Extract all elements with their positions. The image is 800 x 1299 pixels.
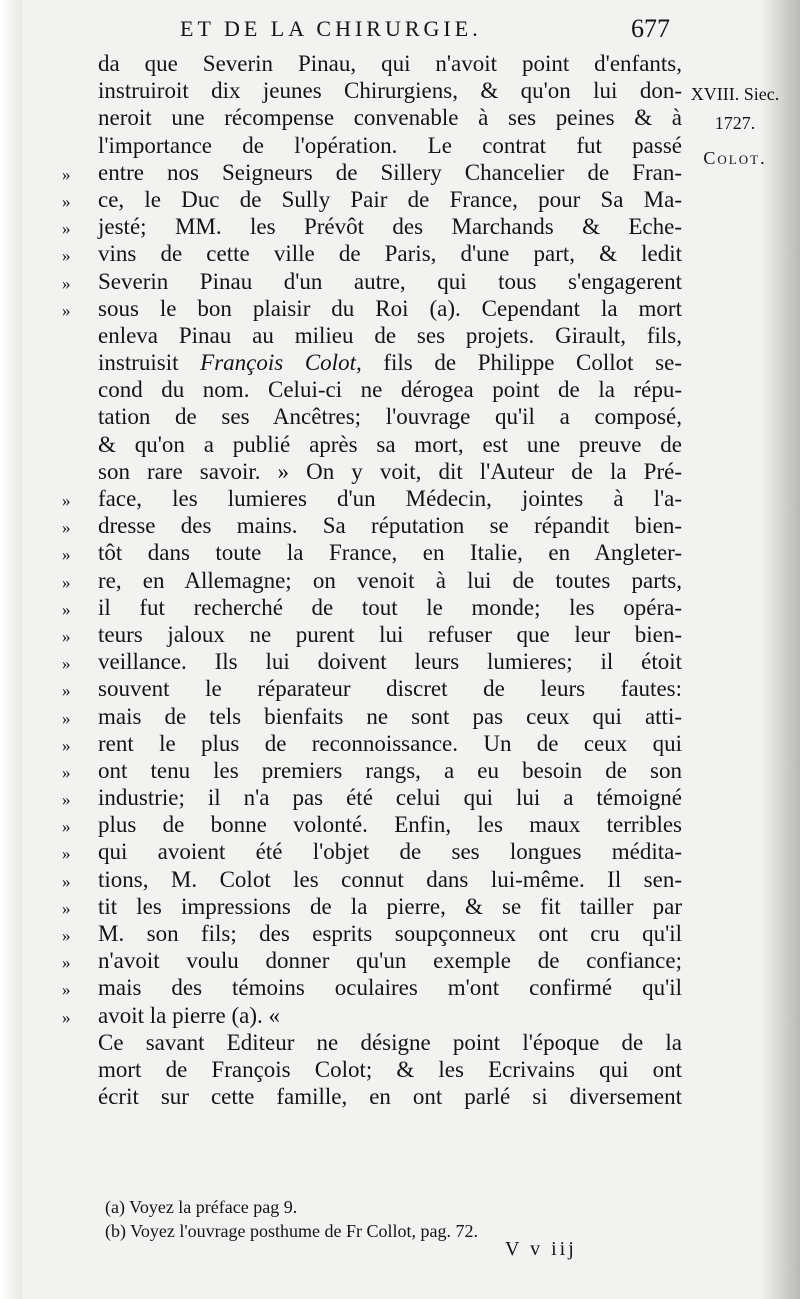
signature-mark: V v iij <box>505 1238 577 1260</box>
margin-note-year: 1727. <box>714 113 756 133</box>
quote-mark: » <box>62 1007 71 1027</box>
text-line <box>62 1083 682 1110</box>
line-text: n'avoit voulu donner qu'un exemple de confiance; <box>98 948 682 974</box>
text-line <box>62 1029 682 1056</box>
quote-mark: » <box>62 273 71 293</box>
footnote-a: (a) Voyez la préface pag 9. <box>105 1197 298 1217</box>
line-text: industrie; il n'a pas été celui qui lui a témoigné <box>98 785 682 811</box>
quote-mark: » <box>62 871 71 891</box>
text-line <box>62 947 682 974</box>
text-line <box>62 784 682 811</box>
line-text: veillance. Ils lui doivent leurs lumieres; il étoit <box>98 649 682 675</box>
quote-mark: » <box>62 219 71 239</box>
text-line <box>62 648 682 675</box>
line-text: M. son fils; des esprits soupçonneux ont cru qu'il <box>98 921 682 946</box>
line-text: ce, le Duc de Sully Pair de France, pour Sa Ma- <box>98 186 682 212</box>
line-text: son rare savoir. » On y voit, dit l'Auteur de la Pré- <box>98 458 682 484</box>
text-line <box>62 539 682 566</box>
line-text: tôt dans toute la France, en Italie, en Angleter- <box>98 540 682 566</box>
line-text: Ce savant Editeur ne désigne point l'époque de la <box>98 1029 682 1055</box>
line-text: Severin Pinau d'un autre, qui tous s'engagerent <box>98 268 682 294</box>
quote-mark: » <box>62 817 71 837</box>
running-head: ET DE LA CHIRURGIE. <box>180 16 482 41</box>
line-text: da que Severin Pinau, qui n'avoit point d'enfants, <box>98 51 682 76</box>
text-line <box>62 893 682 920</box>
text-line <box>62 485 682 512</box>
line-text: cond du nom. Celui-ci ne dérogea point de la répu- <box>98 377 682 403</box>
text-line <box>62 866 682 893</box>
quote-mark: » <box>62 654 71 674</box>
quote-mark: » <box>62 980 71 1000</box>
page-edge-right <box>760 0 800 1299</box>
text-line <box>62 567 682 594</box>
text-line <box>62 295 682 322</box>
quote-mark: » <box>62 164 71 184</box>
text-line <box>62 403 682 430</box>
quote-mark: » <box>62 762 71 782</box>
text-line <box>62 811 682 838</box>
footnotes <box>105 1195 665 1243</box>
line-text: plus de bonne volonté. Enfin, les maux terribles <box>98 812 682 838</box>
line-text: mais des témoins oculaires m'ont confirmé qu'il <box>98 975 682 1001</box>
line-text: l'importance de l'opération. Le contrat fut passé <box>98 132 682 158</box>
text-line <box>62 458 682 485</box>
quote-mark: » <box>62 898 71 918</box>
text-line <box>62 376 682 403</box>
line-text: qui avoient été l'objet de ses longues médita- <box>98 839 682 865</box>
quote-mark: » <box>62 545 71 565</box>
text-line <box>62 675 682 702</box>
text-line <box>62 268 682 295</box>
line-text: tit les impressions de la pierre, & se fit tailler par <box>98 893 682 919</box>
line-text: instruisit François Colot, fils de Philippe Collot se- <box>98 350 682 376</box>
line-text: vins de cette ville de Paris, d'une part, & ledit <box>98 241 682 267</box>
line-text: face, les lumieres d'un Médecin, jointes à l'a- <box>98 486 682 511</box>
text-line <box>62 512 682 539</box>
text-line <box>62 213 682 240</box>
line-text: dresse des mains. Sa réputation se répandit bien- <box>98 513 682 539</box>
quote-mark: » <box>62 518 71 538</box>
text-line <box>62 920 682 947</box>
text-line <box>62 50 682 77</box>
line-text: entre nos Seigneurs de Sillery Chancelier de Fran- <box>98 159 682 185</box>
quote-mark: » <box>62 844 71 864</box>
text-line <box>62 730 682 757</box>
quote-mark: » <box>62 953 71 973</box>
line-text: & qu'on a publié après sa mort, est une preuve de <box>98 431 682 457</box>
line-text: tions, M. Colot les connut dans lui-même. Il sen- <box>98 866 682 892</box>
text-line <box>62 1002 682 1029</box>
line-text: mais de tels bienfaits ne sont pas ceux qui atti- <box>98 703 682 729</box>
text-line <box>62 104 682 131</box>
quote-mark: » <box>62 491 71 510</box>
text-line <box>62 757 682 784</box>
quote-mark: » <box>62 599 71 619</box>
quote-mark: » <box>62 626 71 646</box>
line-text: neroit une récompense convenable à ses peines & à <box>98 105 682 131</box>
line-text: re, en Allemagne; on venoit à lui de toutes parts, <box>98 567 682 593</box>
quote-mark: » <box>62 681 71 701</box>
body-text <box>62 50 682 1110</box>
text-line <box>62 349 682 376</box>
line-text: instruiroit dix jeunes Chirurgiens, & qu'on lui don- <box>98 78 682 104</box>
quote-mark: » <box>62 246 71 266</box>
line-text: il fut recherché de tout le monde; les opéra- <box>98 594 682 620</box>
quote-mark: » <box>62 926 71 945</box>
text-line <box>62 132 682 159</box>
line-text: sous le bon plaisir du Roi (a). Cependant la mort <box>98 295 682 321</box>
text-line <box>62 1056 682 1083</box>
line-text: écrit sur cette famille, en ont parlé si diversement <box>98 1084 682 1110</box>
text-line <box>62 186 682 213</box>
quote-mark: » <box>62 572 71 592</box>
footnote-b: (b) Voyez l'ouvrage posthume de Fr Collot, pag. 72. <box>105 1221 479 1241</box>
text-line <box>62 703 682 730</box>
line-text: enleva Pinau au milieu de ses projets. Girault, fils, <box>98 322 682 348</box>
quote-mark: » <box>62 735 71 755</box>
text-line <box>62 838 682 865</box>
text-line <box>62 974 682 1001</box>
page-number: 677 <box>631 14 670 43</box>
text-line <box>62 240 682 267</box>
line-text: mort de François Colot; & les Ecrivains qui ont <box>98 1056 682 1082</box>
text-line <box>62 77 682 104</box>
line-text: tation de ses Ancêtres; l'ouvrage qu'il a composé, <box>98 404 682 430</box>
text-line <box>62 621 682 648</box>
line-text: ont tenu les premiers rangs, a eu besoin de son <box>98 757 682 783</box>
text-line <box>62 322 682 349</box>
line-text: avoit la pierre (a). « <box>98 1002 280 1028</box>
margin-note-name: Colot. <box>703 148 767 168</box>
page-header <box>150 14 670 48</box>
line-text: souvent le réparateur discret de leurs fautes: <box>98 676 682 702</box>
quote-mark: » <box>62 708 71 728</box>
margin-note-century: XVIII. Siec. <box>690 84 780 104</box>
page-edge-left <box>0 0 22 1299</box>
line-text: jesté; MM. les Prévôt des Marchands & Eche- <box>98 214 682 240</box>
quote-mark: » <box>62 300 71 320</box>
margin-notes <box>680 80 790 173</box>
text-line <box>62 431 682 458</box>
text-line <box>62 159 682 186</box>
line-text: rent le plus de reconnoissance. Un de ceux qui <box>98 730 682 756</box>
line-text: teurs jaloux ne purent lui refuser que leur bien- <box>98 621 682 647</box>
text-line <box>62 594 682 621</box>
quote-mark: » <box>62 790 71 810</box>
quote-mark: » <box>62 191 71 211</box>
